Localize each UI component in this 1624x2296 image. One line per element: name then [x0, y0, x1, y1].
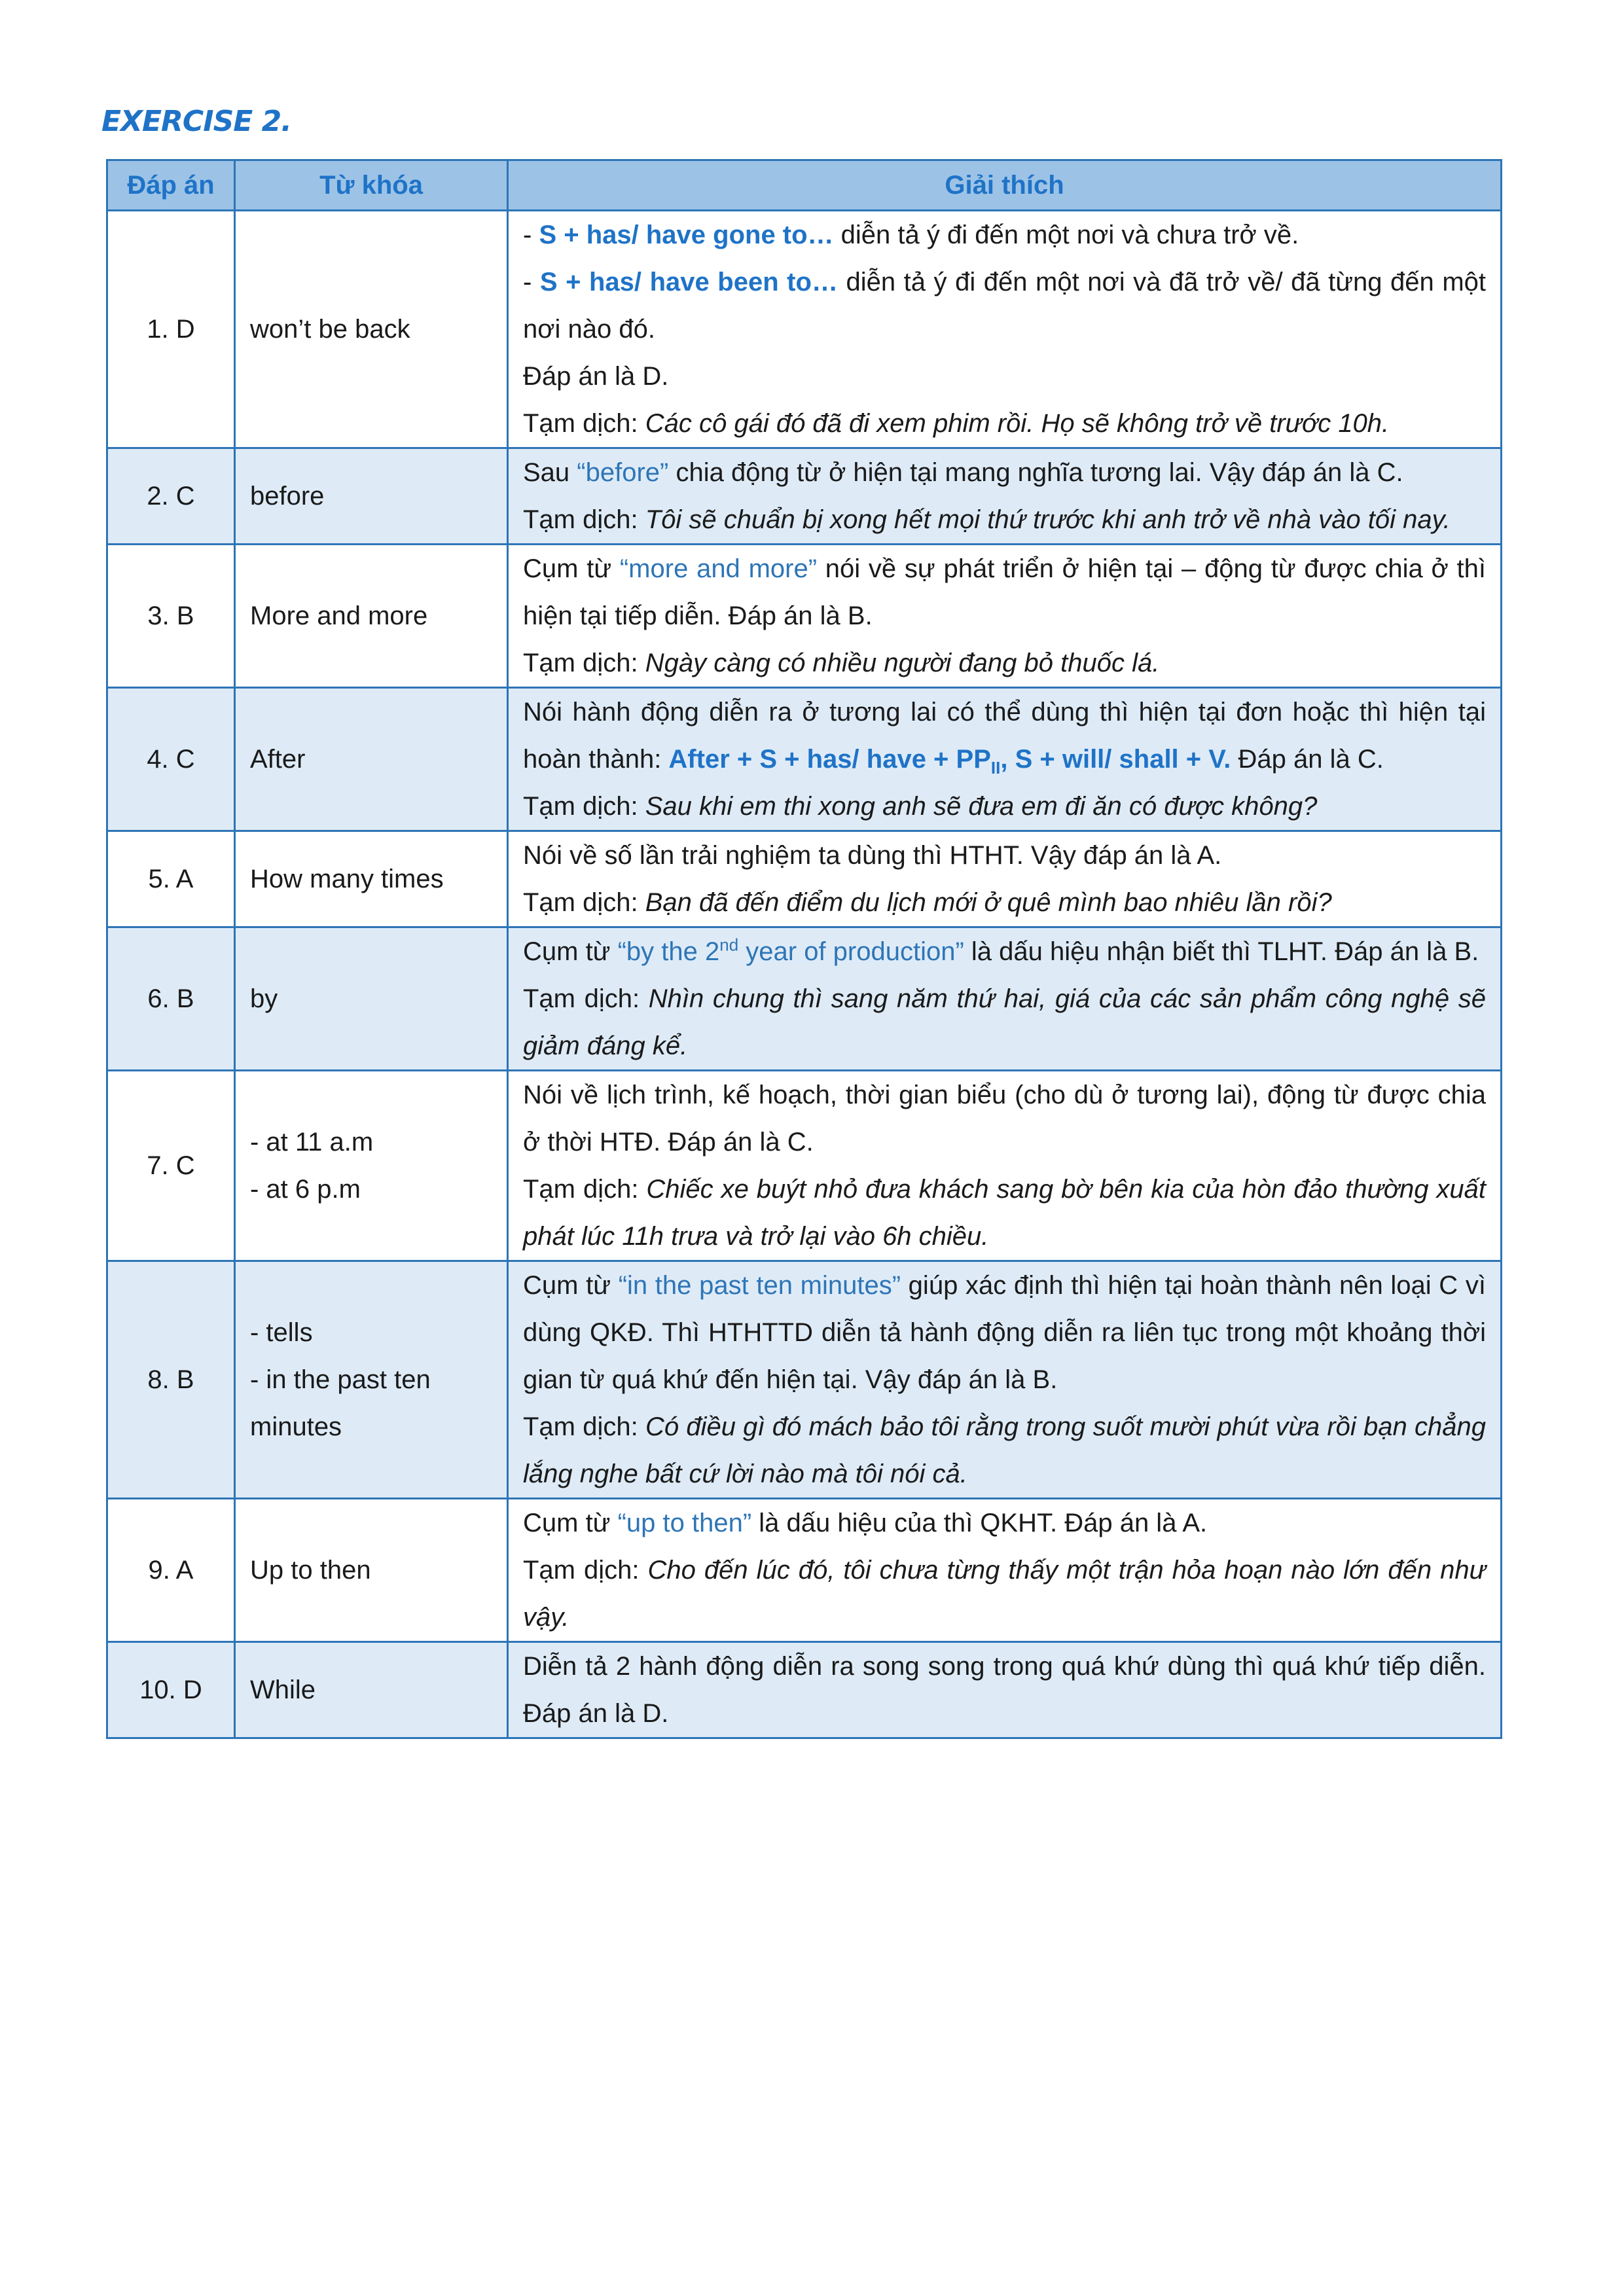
keyword-text: before	[250, 482, 325, 511]
keyword-cell	[235, 1261, 508, 1499]
header-answer: Đáp án	[107, 160, 235, 211]
translation-line: Tạm dịch: Cho đến lúc đó, tôi chưa từng thấy một trận hỏa hoạn nào lớn đến như vậy.	[523, 1556, 1486, 1632]
explanation-cell	[508, 1642, 1502, 1738]
translation-line: Tạm dịch: Chiếc xe buýt nhỏ đưa khách sang bờ bên kia của hòn đảo thường xuất phát lúc 11h trưa và trở lại vào 6h chiều.	[523, 1175, 1487, 1251]
explanation-line: - S + has/ have been to… diễn tả ý đi đến một nơi và đã trở về/ đã từng đến một nơi nào đó.	[523, 268, 1487, 344]
keyword-text: won’t be back	[250, 315, 410, 344]
answer-cell: 9. A	[107, 1499, 235, 1642]
keyword-highlight: “before”	[577, 458, 669, 487]
keyword-cell	[235, 927, 508, 1071]
answer-cell: 8. B	[107, 1261, 235, 1499]
table-row	[107, 1261, 1502, 1499]
table-row	[107, 688, 1502, 831]
table-row	[107, 927, 1502, 1071]
explanation-cell	[508, 927, 1502, 1071]
explanation-line: Nói về số lần trải nghiệm ta dùng thì HTHT. Vậy đáp án là A.	[523, 841, 1222, 870]
explanation-line: Cụm từ “by the 2nd year of production” là dấu hiệu nhận biết thì TLHT. Đáp án là B.	[523, 935, 1479, 966]
formula-text: After + S + has/ have + PP	[668, 745, 991, 774]
explanation-cell	[508, 545, 1502, 688]
answer-cell: 3. B	[107, 545, 235, 688]
header-explanation: Giải thích	[508, 160, 1502, 211]
keyword-highlight: year of production”	[738, 937, 964, 966]
table-row	[107, 831, 1502, 927]
translation-line: Tạm dịch: Các cô gái đó đã đi xem phim rồi. Họ sẽ không trở về trước 10h.	[523, 409, 1390, 438]
keyword-text: - at 11 a.m	[250, 1128, 374, 1157]
explanation-cell	[508, 1071, 1502, 1261]
explanation-cell	[508, 448, 1502, 545]
keyword-cell	[235, 545, 508, 688]
explanation-cell	[508, 688, 1502, 831]
translation-line: Tạm dịch: Bạn đã đến điểm du lịch mới ở quê mình bao nhiêu lần rồi?	[523, 888, 1332, 917]
translation-line: Tạm dịch: Nhìn chung thì sang năm thứ hai, giá của các sản phẩm công nghệ sẽ giảm đáng kể.	[523, 984, 1486, 1060]
answer-cell: 2. C	[107, 448, 235, 545]
explanation-line: - S + has/ have gone to… diễn tả ý đi đến một nơi và chưa trở về.	[523, 221, 1299, 249]
table-row	[107, 1499, 1502, 1642]
keyword-cell	[235, 688, 508, 831]
answer-cell: 10. D	[107, 1642, 235, 1738]
explanation-line: Sau “before” chia động từ ở hiện tại mang nghĩa tương lai. Vậy đáp án là C.	[523, 458, 1403, 487]
translation-text: Cho đến lúc đó, tôi chưa từng thấy một trận hỏa hoạn nào lớn đến như vậy.	[523, 1556, 1486, 1632]
keyword-highlight: “by the 2	[617, 937, 720, 966]
formula-text: S + has/ have been to…	[539, 268, 838, 296]
keyword-highlight: “more and more”	[619, 554, 818, 583]
translation-line: Tạm dịch: Tôi sẽ chuẩn bị xong hết mọi thứ trước khi anh trở về nhà vào tối nay.	[523, 505, 1451, 534]
translation-line: Tạm dịch: Sau khi em thi xong anh sẽ đưa em đi ăn có được không?	[523, 792, 1318, 821]
explanation-line: Cụm từ “up to then” là dấu hiệu của thì QKHT. Đáp án là A.	[523, 1509, 1208, 1537]
keyword-highlight: “in the past ten minutes”	[618, 1271, 901, 1300]
formula-text: , S + will/ shall + V.	[1000, 745, 1231, 774]
translation-text: Có điều gì đó mách bảo tôi rằng trong suốt mười phút vừa rồi bạn chẳng lắng nghe bất cứ lời nào mà tôi nói cả.	[523, 1412, 1486, 1488]
keyword-text: - tells	[250, 1318, 313, 1347]
explanation-line: Đáp án là D.	[523, 362, 669, 391]
explanation-line: Nói hành động diễn ra ở tương lai có thể dùng thì hiện tại đơn hoặc thì hiện tại hoàn thành: After + S + has/ have + $PP_{II}$, S + will/ shall + V. Đáp án là C.	[523, 698, 1486, 778]
translation-text: Bạn đã đến điểm du lịch mới ở quê mình bao nhiêu lần rồi?	[645, 888, 1332, 917]
keyword-cell	[235, 1071, 508, 1261]
explanation-line: Cụm từ “more and more” nói về sự phát triển ở hiện tại – động từ được chia ở thì hiện tại tiếp diễn. Đáp án là B.	[523, 554, 1487, 630]
keyword-text: - in the past ten minutes	[250, 1365, 431, 1441]
translation-text: Các cô gái đó đã đi xem phim rồi. Họ sẽ không trở về trước 10h.	[645, 409, 1390, 438]
exercise-title: EXERCISE 2.	[101, 105, 291, 138]
explanation-cell	[508, 1261, 1502, 1499]
table-row	[107, 448, 1502, 545]
keyword-text: While	[250, 1676, 316, 1704]
keyword-text: Up to then	[250, 1556, 371, 1585]
table-row	[107, 545, 1502, 688]
explanation-line: Cụm từ “in the past ten minutes” giúp xác định thì hiện tại hoàn thành nên loại C vì dùng QKĐ. Thì HTHTTD diễn tả hành động diễn ra liên tục trong một khoảng thời gian từ quá khứ đến hiện tại. Vậy đáp án là B.	[523, 1271, 1486, 1394]
answer-cell: 7. C	[107, 1071, 235, 1261]
keyword-cell	[235, 211, 508, 448]
answer-cell: 4. C	[107, 688, 235, 831]
answer-cell: 5. A	[107, 831, 235, 927]
keyword-text: More and more	[250, 601, 428, 630]
keyword-text: How many times	[250, 865, 444, 893]
keyword-cell	[235, 448, 508, 545]
table-row	[107, 1071, 1502, 1261]
keyword-text: by	[250, 984, 278, 1013]
explanation-cell	[508, 211, 1502, 448]
translation-text: Tôi sẽ chuẩn bị xong hết mọi thứ trước khi anh trở về nhà vào tối nay.	[645, 505, 1451, 534]
keyword-cell	[235, 1642, 508, 1738]
header-keyword: Từ khóa	[235, 160, 508, 211]
keyword-text: - at 6 p.m	[250, 1175, 361, 1204]
keyword-highlight: “up to then”	[617, 1509, 752, 1537]
answer-table	[106, 159, 1502, 1739]
keyword-cell	[235, 1499, 508, 1642]
translation-text: Ngày càng có nhiều người đang bỏ thuốc lá.	[645, 649, 1160, 677]
explanation-cell	[508, 831, 1502, 927]
explanation-line: Nói về lịch trình, kế hoạch, thời gian biểu (cho dù ở tương lai), động từ được chia ở thời HTĐ. Đáp án là C.	[523, 1081, 1486, 1157]
translation-line: Tạm dịch: Có điều gì đó mách bảo tôi rằng trong suốt mười phút vừa rồi bạn chẳng lắng nghe bất cứ lời nào mà tôi nói cả.	[523, 1412, 1486, 1488]
translation-line: Tạm dịch: Ngày càng có nhiều người đang bỏ thuốc lá.	[523, 649, 1160, 677]
answer-cell: 1. D	[107, 211, 235, 448]
keyword-cell	[235, 831, 508, 927]
formula-text: S + has/ have gone to…	[539, 221, 834, 249]
keyword-text: After	[250, 745, 306, 774]
table-row	[107, 211, 1502, 448]
explanation-cell	[508, 1499, 1502, 1642]
explanation-line: Diễn tả 2 hành động diễn ra song song trong quá khứ dùng thì quá khứ tiếp diễn. Đáp án là D.	[523, 1652, 1486, 1728]
translation-text: Sau khi em thi xong anh sẽ đưa em đi ăn có được không?	[645, 792, 1318, 821]
translation-text: Nhìn chung thì sang năm thứ hai, giá của các sản phẩm công nghệ sẽ giảm đáng kể.	[523, 984, 1486, 1060]
translation-text: Chiếc xe buýt nhỏ đưa khách sang bờ bên kia của hòn đảo thường xuất phát lúc 11h trưa và trở lại vào 6h chiều.	[523, 1175, 1487, 1251]
table-header-row	[107, 160, 1502, 211]
answer-cell: 6. B	[107, 927, 235, 1071]
table-row	[107, 1642, 1502, 1738]
